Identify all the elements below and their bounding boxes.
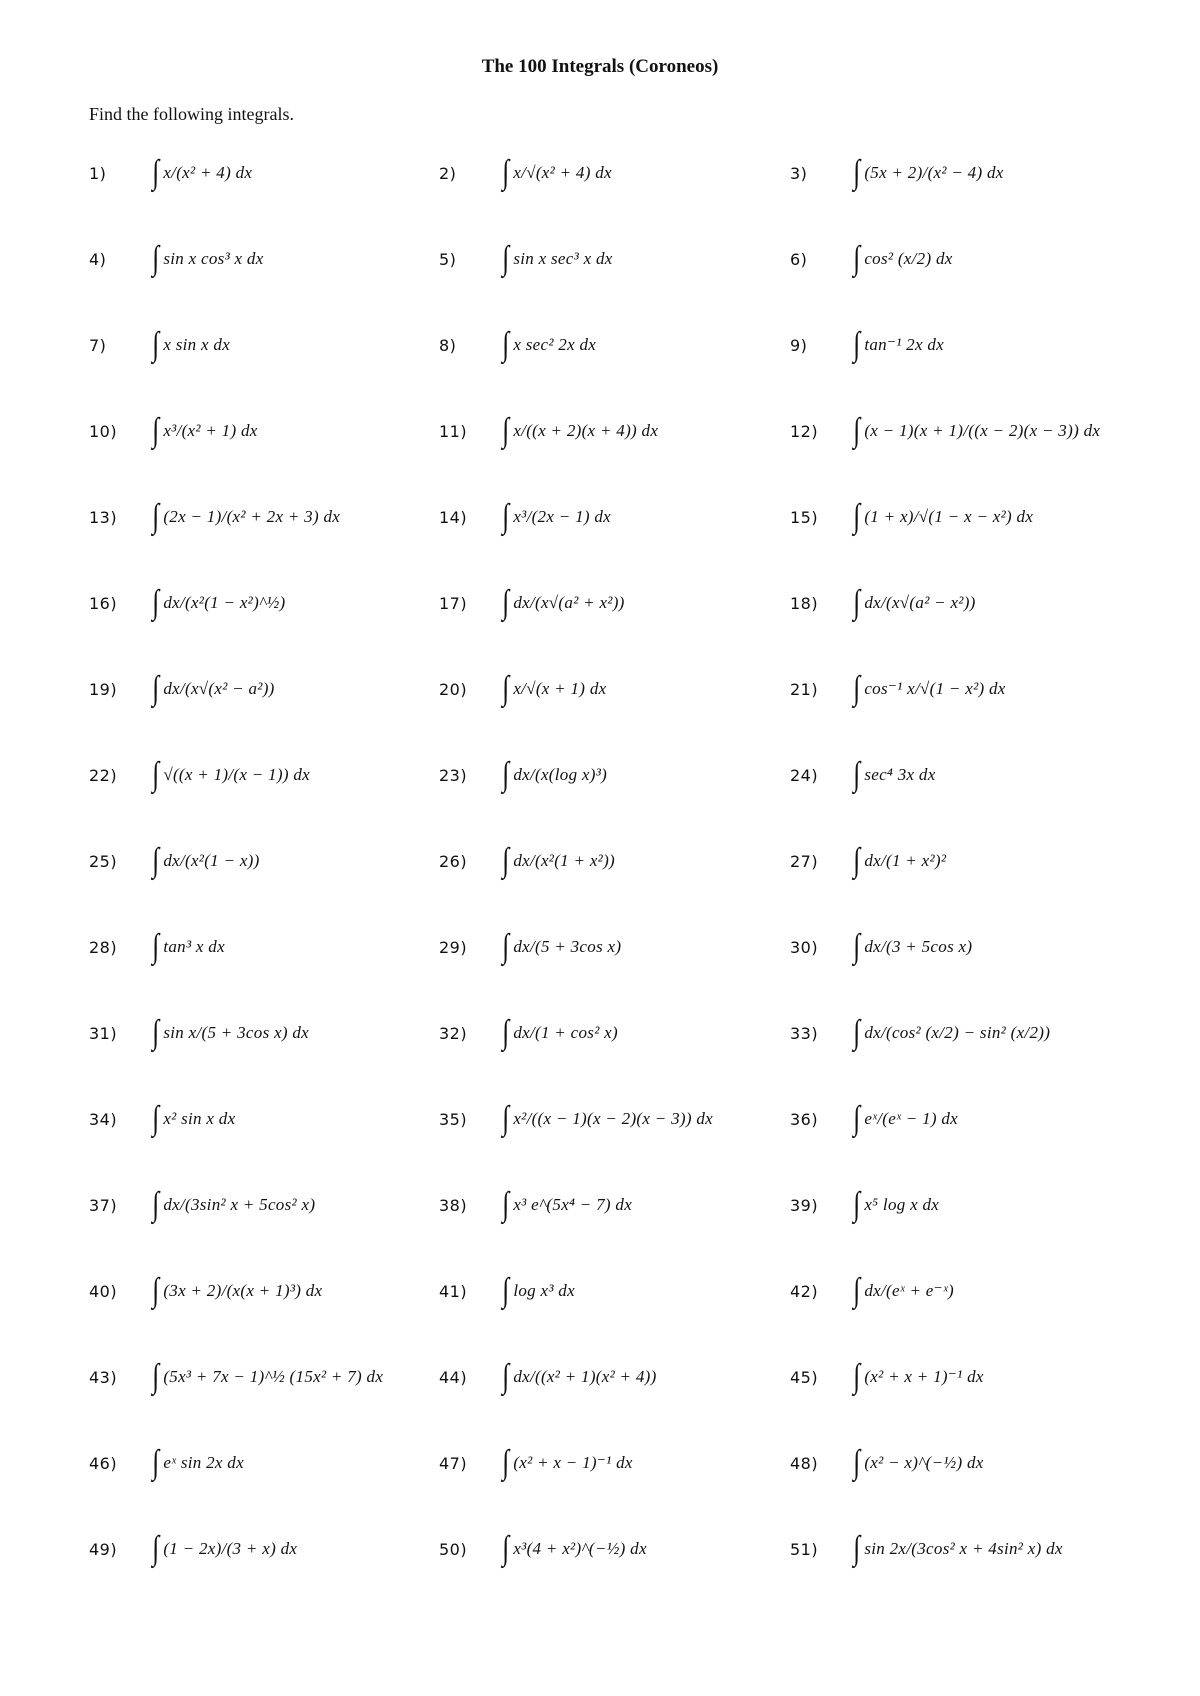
integrand: cos² (x/2) dx: [864, 249, 953, 268]
integrand: x/(x² + 4) dx: [163, 163, 253, 182]
problem-number: 34): [89, 1109, 118, 1129]
problem-number: 14): [439, 507, 468, 527]
problem-number: 49): [89, 1539, 118, 1559]
integral-expression: [852, 1274, 954, 1308]
integral-sign-icon: ∫: [502, 756, 510, 793]
integral-sign-icon: ∫: [853, 240, 861, 277]
integral-expression: [501, 1016, 618, 1050]
integral-expression: [501, 672, 606, 706]
problem-number: 41): [439, 1281, 468, 1301]
integral-sign-icon: ∫: [853, 928, 861, 965]
problem-item: [790, 904, 972, 990]
problem-number: 31): [89, 1023, 118, 1043]
problem-number: 43): [89, 1367, 118, 1387]
integrand: x³/(x² + 1) dx: [163, 421, 258, 440]
problem-number: 38): [439, 1195, 468, 1215]
problem-item: [439, 1248, 575, 1334]
integrand: x/√(x² + 4) dx: [513, 163, 612, 182]
integral-expression: [151, 844, 260, 878]
integral-expression: [501, 1188, 632, 1222]
integrand: x³ e^(5x⁴ − 7) dx: [513, 1195, 633, 1214]
problem-item: [89, 388, 258, 474]
integrand: x/((x + 2)(x + 4)) dx: [513, 421, 659, 440]
integrand: (x² + x − 1)⁻¹ dx: [513, 1453, 633, 1472]
problem-number: 7): [89, 335, 107, 355]
integrand: dx/(3 + 5cos x): [864, 937, 973, 956]
integral-sign-icon: ∫: [152, 1358, 160, 1395]
integrand: (x² − x)^(−½) dx: [864, 1453, 984, 1472]
problem-number: 4): [89, 249, 107, 269]
problem-item: [439, 1334, 657, 1420]
integrand: dx/(x²(1 + x²)): [513, 851, 615, 870]
problem-number: 48): [790, 1453, 819, 1473]
problem-number: 33): [790, 1023, 819, 1043]
integral-sign-icon: ∫: [853, 670, 861, 707]
problem-item: [790, 1076, 958, 1162]
integral-expression: [151, 500, 340, 534]
problem-number: 2): [439, 163, 457, 183]
integral-sign-icon: ∫: [152, 1272, 160, 1309]
integrand: x/√(x + 1) dx: [513, 679, 607, 698]
problem-number: 39): [790, 1195, 819, 1215]
integral-sign-icon: ∫: [853, 842, 861, 879]
integral-sign-icon: ∫: [502, 584, 510, 621]
integral-expression: [501, 1102, 713, 1136]
integrand: dx/(cos² (x/2) − sin² (x/2)): [864, 1023, 1051, 1042]
integral-sign-icon: ∫: [152, 584, 160, 621]
problem-number: 13): [89, 507, 118, 527]
integrand: (2x − 1)/(x² + 2x + 3) dx: [163, 507, 341, 526]
problem-number: 6): [790, 249, 808, 269]
integral-expression: [501, 414, 658, 448]
integral-sign-icon: ∫: [152, 154, 160, 191]
problem-item: [790, 990, 1050, 1076]
integral-expression: [151, 414, 258, 448]
integral-expression: [852, 156, 1004, 190]
integral-sign-icon: ∫: [152, 670, 160, 707]
integral-expression: [501, 586, 625, 620]
integral-expression: [151, 328, 230, 362]
integrand: eˣ/(eˣ − 1) dx: [864, 1109, 959, 1128]
problem-item: [439, 1162, 632, 1248]
integral-sign-icon: ∫: [152, 498, 160, 535]
integral-expression: [852, 1188, 939, 1222]
problem-item: [790, 1506, 1063, 1592]
problem-item: [439, 388, 658, 474]
problem-number: 24): [790, 765, 819, 785]
problem-item: [89, 560, 286, 646]
problem-number: 26): [439, 851, 468, 871]
integrand: (5x³ + 7x − 1)^½ (15x² + 7) dx: [163, 1367, 384, 1386]
problem-item: [89, 474, 340, 560]
integral-expression: [151, 1188, 315, 1222]
integral-expression: [501, 1532, 647, 1566]
problem-number: 1): [89, 163, 107, 183]
problem-item: [790, 1334, 984, 1420]
problem-item: [89, 904, 225, 990]
page-title: The 100 Integrals (Coroneos): [481, 56, 719, 77]
integrand: x²/((x − 1)(x − 2)(x − 3)) dx: [513, 1109, 714, 1128]
integrand: x³(4 + x²)^(−½) dx: [513, 1539, 647, 1558]
integral-sign-icon: ∫: [152, 1186, 160, 1223]
problem-number: 42): [790, 1281, 819, 1301]
integral-expression: [852, 758, 936, 792]
integral-expression: [151, 930, 225, 964]
integral-sign-icon: ∫: [502, 1100, 510, 1137]
problem-item: [790, 1248, 954, 1334]
integral-sign-icon: ∫: [502, 326, 510, 363]
integrand: eˣ sin 2x dx: [163, 1453, 244, 1472]
problem-item: [790, 130, 1004, 216]
problem-item: [790, 1162, 939, 1248]
integral-expression: [852, 1360, 984, 1394]
integral-expression: [501, 1446, 633, 1480]
problem-item: [89, 1162, 315, 1248]
problem-number: 23): [439, 765, 468, 785]
integrand: (5x + 2)/(x² − 4) dx: [864, 163, 1004, 182]
integrand: dx/(x√(a² + x²)): [513, 593, 625, 612]
integrand: sec⁴ 3x dx: [864, 765, 936, 784]
problem-item: [790, 818, 946, 904]
integral-expression: [501, 1274, 575, 1308]
integral-expression: [501, 242, 613, 276]
problem-item: [89, 130, 252, 216]
integral-expression: [151, 1446, 244, 1480]
integral-sign-icon: ∫: [152, 842, 160, 879]
problem-item: [439, 216, 613, 302]
problem-number: 11): [439, 421, 468, 441]
integral-expression: [151, 1360, 383, 1394]
problem-item: [89, 216, 264, 302]
problem-item: [439, 818, 615, 904]
problem-item: [89, 646, 275, 732]
integral-sign-icon: ∫: [152, 1100, 160, 1137]
integral-sign-icon: ∫: [152, 1014, 160, 1051]
problem-item: [790, 732, 936, 818]
problem-item: [790, 560, 976, 646]
problem-number: 15): [790, 507, 819, 527]
problem-item: [439, 904, 621, 990]
integral-expression: [501, 328, 596, 362]
integral-sign-icon: ∫: [502, 1014, 510, 1051]
integral-sign-icon: ∫: [853, 1014, 861, 1051]
problem-item: [439, 990, 618, 1076]
problem-number: 46): [89, 1453, 118, 1473]
problem-number: 51): [790, 1539, 819, 1559]
integrand: dx/(x(log x)³): [513, 765, 608, 784]
integral-expression: [501, 758, 607, 792]
integrand: dx/(1 + cos² x): [513, 1023, 618, 1042]
integral-sign-icon: ∫: [502, 240, 510, 277]
integral-sign-icon: ∫: [853, 1444, 861, 1481]
problem-number: 37): [89, 1195, 118, 1215]
problem-number: 3): [790, 163, 808, 183]
problem-item: [790, 1420, 984, 1506]
integral-expression: [852, 242, 953, 276]
problem-item: [790, 646, 1006, 732]
integrand: dx/(x²(1 − x)): [163, 851, 260, 870]
integral-expression: [151, 156, 252, 190]
integral-sign-icon: ∫: [853, 1186, 861, 1223]
integrand: dx/(5 + 3cos x): [513, 937, 622, 956]
problem-item: [790, 216, 953, 302]
integral-sign-icon: ∫: [853, 1358, 861, 1395]
integral-sign-icon: ∫: [152, 412, 160, 449]
problem-number: 25): [89, 851, 118, 871]
problem-item: [439, 1076, 713, 1162]
integrand: log x³ dx: [513, 1281, 575, 1300]
problem-number: 21): [790, 679, 819, 699]
problem-item: [89, 1506, 297, 1592]
problem-number: 9): [790, 335, 808, 355]
integral-sign-icon: ∫: [853, 1272, 861, 1309]
problem-number: 12): [790, 421, 819, 441]
problem-item: [89, 818, 260, 904]
integrand: (x − 1)(x + 1)/((x − 2)(x − 3)) dx: [864, 421, 1101, 440]
integral-expression: [151, 1532, 297, 1566]
integral-expression: [852, 930, 972, 964]
integral-expression: [501, 500, 611, 534]
integrand: x sin x dx: [163, 335, 231, 354]
problem-item: [439, 130, 612, 216]
integral-sign-icon: ∫: [853, 584, 861, 621]
problem-number: 32): [439, 1023, 468, 1043]
integrand: dx/((x² + 1)(x² + 4)): [513, 1367, 657, 1386]
integrand: (1 + x)/√(1 − x − x²) dx: [864, 507, 1034, 526]
integrand: sin 2x/(3cos² x + 4sin² x) dx: [864, 1539, 1063, 1558]
problem-item: [439, 1506, 647, 1592]
problem-item: [439, 646, 606, 732]
integral-expression: [151, 1102, 235, 1136]
problem-item: [790, 388, 1100, 474]
integral-expression: [852, 1532, 1063, 1566]
integral-sign-icon: ∫: [502, 1358, 510, 1395]
integral-sign-icon: ∫: [502, 842, 510, 879]
problem-item: [439, 302, 596, 388]
problem-item: [89, 1248, 322, 1334]
problem-number: 19): [89, 679, 118, 699]
integral-sign-icon: ∫: [502, 928, 510, 965]
instructions: Find the following integrals.: [89, 104, 294, 124]
integrand: (1 − 2x)/(3 + x) dx: [163, 1539, 298, 1558]
integral-sign-icon: ∫: [853, 756, 861, 793]
problem-number: 28): [89, 937, 118, 957]
integral-sign-icon: ∫: [502, 670, 510, 707]
integral-expression: [151, 1274, 322, 1308]
integral-expression: [852, 844, 946, 878]
integral-expression: [852, 328, 944, 362]
problem-item: [89, 1076, 235, 1162]
integral-sign-icon: ∫: [152, 240, 160, 277]
problem-number: 8): [439, 335, 457, 355]
problem-number: 20): [439, 679, 468, 699]
problem-item: [89, 990, 309, 1076]
integrand: dx/(x√(a² − x²)): [864, 593, 976, 612]
integrand: cos⁻¹ x/√(1 − x²) dx: [864, 679, 1006, 698]
integral-sign-icon: ∫: [853, 412, 861, 449]
problem-number: 36): [790, 1109, 819, 1129]
integral-sign-icon: ∫: [152, 326, 160, 363]
integrand: sin x/(5 + 3cos x) dx: [163, 1023, 310, 1042]
problem-number: 35): [439, 1109, 468, 1129]
problem-item: [89, 732, 310, 818]
integral-expression: [852, 672, 1006, 706]
problem-number: 45): [790, 1367, 819, 1387]
integral-sign-icon: ∫: [853, 326, 861, 363]
integral-sign-icon: ∫: [152, 928, 160, 965]
problem-number: 44): [439, 1367, 468, 1387]
integral-sign-icon: ∫: [502, 1444, 510, 1481]
integral-expression: [501, 844, 615, 878]
integral-expression: [501, 156, 612, 190]
problem-number: 22): [89, 765, 118, 785]
integrand: (x² + x + 1)⁻¹ dx: [864, 1367, 984, 1386]
integrand: sin x cos³ x dx: [163, 249, 264, 268]
integral-sign-icon: ∫: [853, 498, 861, 535]
integrand: tan³ x dx: [163, 937, 225, 956]
integrand: x³/(2x − 1) dx: [513, 507, 612, 526]
integral-expression: [852, 500, 1033, 534]
integrand: √((x + 1)/(x − 1)) dx: [163, 765, 310, 784]
integrand: sin x sec³ x dx: [513, 249, 613, 268]
problem-number: 5): [439, 249, 457, 269]
integral-sign-icon: ∫: [502, 412, 510, 449]
integral-sign-icon: ∫: [502, 154, 510, 191]
problem-number: 17): [439, 593, 468, 613]
integral-expression: [151, 1016, 309, 1050]
problem-number: 47): [439, 1453, 468, 1473]
problem-number: 16): [89, 593, 118, 613]
integrand: dx/(eˣ + e⁻ˣ): [864, 1281, 954, 1300]
problem-item: [439, 732, 607, 818]
integral-expression: [852, 1102, 958, 1136]
problem-item: [439, 1420, 633, 1506]
problem-item: [439, 560, 625, 646]
integrand: dx/(1 + x²)²: [864, 851, 947, 870]
integral-sign-icon: ∫: [152, 1444, 160, 1481]
problem-item: [790, 474, 1033, 560]
problem-number: 30): [790, 937, 819, 957]
integrand: tan⁻¹ 2x dx: [864, 335, 945, 354]
problem-item: [790, 302, 944, 388]
integral-expression: [151, 586, 286, 620]
integral-expression: [852, 414, 1100, 448]
integrand: dx/(x²(1 − x²)^½): [163, 593, 286, 612]
problem-number: 50): [439, 1539, 468, 1559]
integral-expression: [852, 1016, 1050, 1050]
integral-expression: [151, 242, 264, 276]
integral-expression: [501, 930, 621, 964]
integral-expression: [151, 758, 310, 792]
problem-number: 27): [790, 851, 819, 871]
integral-sign-icon: ∫: [853, 1530, 861, 1567]
integral-sign-icon: ∫: [853, 154, 861, 191]
integral-expression: [852, 586, 976, 620]
integral-sign-icon: ∫: [853, 1100, 861, 1137]
problem-item: [89, 302, 230, 388]
integral-sign-icon: ∫: [502, 1272, 510, 1309]
integrand: dx/(x√(x² − a²)): [163, 679, 275, 698]
integrand: dx/(3sin² x + 5cos² x): [163, 1195, 316, 1214]
integral-sign-icon: ∫: [152, 1530, 160, 1567]
integral-sign-icon: ∫: [502, 1530, 510, 1567]
integral-expression: [852, 1446, 984, 1480]
integrand: (3x + 2)/(x(x + 1)³) dx: [163, 1281, 323, 1300]
integral-expression: [501, 1360, 657, 1394]
integrand: x² sin x dx: [163, 1109, 236, 1128]
integral-sign-icon: ∫: [502, 498, 510, 535]
integral-sign-icon: ∫: [152, 756, 160, 793]
problem-item: [439, 474, 611, 560]
problem-number: 29): [439, 937, 468, 957]
integrand: x⁵ log x dx: [864, 1195, 940, 1214]
problem-item: [89, 1420, 244, 1506]
integral-sign-icon: ∫: [502, 1186, 510, 1223]
problem-number: 40): [89, 1281, 118, 1301]
integral-expression: [151, 672, 275, 706]
problem-number: 10): [89, 421, 118, 441]
problem-number: 18): [790, 593, 819, 613]
integrand: x sec² 2x dx: [513, 335, 597, 354]
problem-item: [89, 1334, 383, 1420]
